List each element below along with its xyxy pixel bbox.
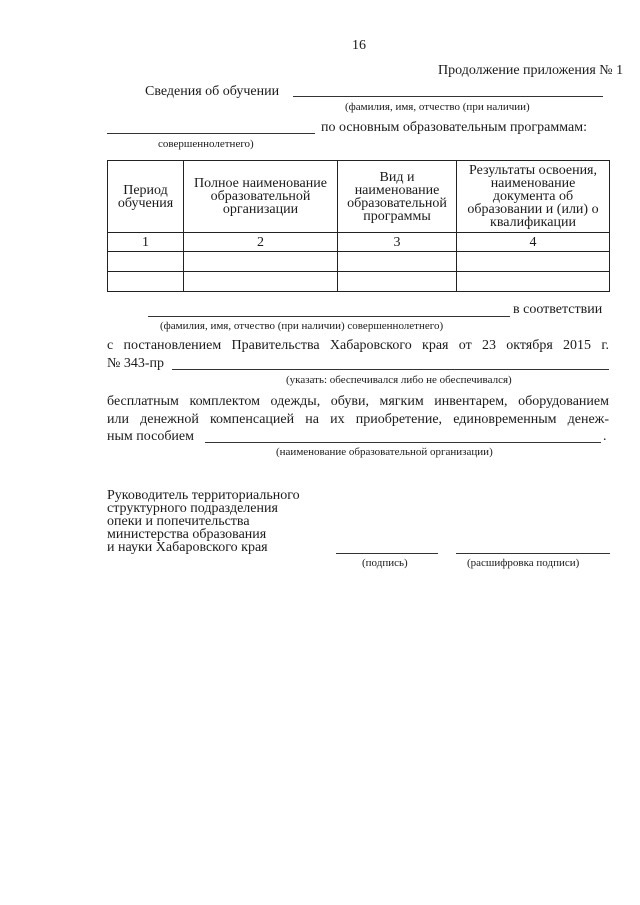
column-number: 4	[457, 233, 610, 252]
header-cell: Полное наименование образовательной организации	[184, 161, 338, 233]
para-line-2: или денежной компенсацией на их приобретение, единовременным денеж-	[107, 412, 609, 427]
signatory-line: и науки Хабаровского края	[107, 540, 268, 555]
table-cell	[108, 272, 184, 292]
table-cell	[108, 252, 184, 272]
header-lead: Сведения об обучении	[145, 84, 280, 99]
org-field-line	[205, 442, 601, 443]
signatory-block	[107, 489, 300, 554]
table-cell	[457, 252, 610, 272]
signature-line	[336, 553, 438, 554]
header-cell: Вид и наименование образовательной программы	[338, 161, 457, 233]
table-number-row	[108, 233, 610, 252]
header-suffix: по основным образовательным программам:	[321, 120, 587, 135]
signature-decode-line	[456, 553, 610, 554]
table-cell	[184, 272, 338, 292]
signatory-line: министерства образования	[107, 527, 267, 542]
provided-field-line	[172, 369, 609, 370]
caption-fio2: (фамилия, имя, отчество (при наличии) совершеннолетнего)	[160, 320, 444, 332]
para-line-1: бесплатным комплектом одежды, обуви, мягким инвентарем, оборудованием	[107, 394, 609, 409]
column-number: 1	[108, 233, 184, 252]
caption-fio: (фамилия, имя, отчество (при наличии)	[345, 101, 530, 113]
fio2-field-line	[148, 316, 510, 317]
caption-minor: совершеннолетнего)	[158, 138, 254, 150]
caption-decode: (расшифровка подписи)	[467, 557, 580, 569]
table-header-row	[108, 161, 610, 233]
header-cell: Результаты освоения, наименование документа об образовании и (или) о квалификации	[457, 161, 610, 233]
appendix-note: Продолжение приложения № 1	[438, 63, 624, 78]
signatory-line: структурного подразделения	[107, 501, 278, 516]
page-number: 16	[352, 38, 366, 53]
header-cell: Период обучения	[108, 161, 184, 233]
signatory-line: опеки и попечительства	[107, 514, 250, 529]
table-cell	[338, 272, 457, 292]
minor-field-line	[107, 133, 315, 134]
table-row	[108, 272, 610, 292]
decree-line-2: № 343-пр	[107, 356, 165, 371]
column-number: 2	[184, 233, 338, 252]
table-row	[108, 252, 610, 272]
caption-sign: (подпись)	[362, 557, 408, 569]
column-number: 3	[338, 233, 457, 252]
para-end: .	[603, 429, 607, 444]
signatory-line: Руководитель территориального	[107, 488, 300, 503]
accordance-text: в соответствии	[513, 302, 603, 317]
table-cell	[184, 252, 338, 272]
para-line-3: ным пособием	[107, 429, 195, 444]
education-table	[107, 160, 610, 292]
table-cell	[338, 252, 457, 272]
caption-provided: (указать: обеспечивался либо не обеспечивался)	[286, 374, 512, 386]
fio-field-line	[293, 96, 603, 97]
table-cell	[457, 272, 610, 292]
decree-line-1: с постановлением Правительства Хабаровского края от 23 октября 2015 г.	[107, 338, 609, 353]
caption-org: (наименование образовательной организации)	[276, 446, 493, 458]
